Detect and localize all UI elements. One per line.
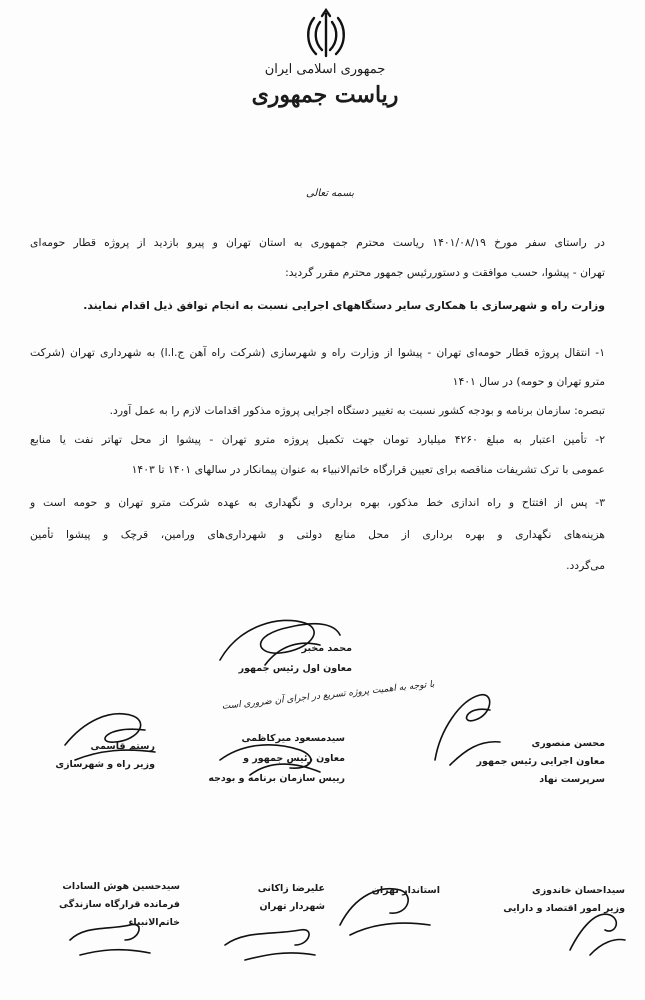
ostandar-name: استاندار تهران <box>371 885 440 896</box>
mirkazemi-title-2: رییس سازمان برنامه و بودجه <box>208 773 345 784</box>
hoshossadat-title-2: خاتم‌الانبیاء <box>128 917 180 928</box>
zakani-title: شهردار تهران <box>259 901 325 912</box>
mansouri-title-2: سرپرست نهاد <box>539 774 605 785</box>
mirkazemi-title-1: معاون رئیس جمهور و <box>243 753 345 764</box>
signature-ostandar <box>330 865 440 945</box>
body-line-4: ۱- انتقال پروژه قطار حومه‌ای تهران - پیشوا از وزارت راه و شهرسازی (شرکت راه آهن ج.ا.ا) به شهرداری تهران (شرکت <box>30 346 605 359</box>
body-line-3: وزارت راه و شهرسازی با همکاری سایر دستگاههای اجرایی نسبت به انجام توافق ذیل اقدام نمایند. <box>83 299 605 312</box>
body-line-10: هزینه‌های نگهداری و بهره برداری از محل منابع دولتی و شهرداری‌های ورامین، قرچک و پیشوا تأمین <box>30 528 605 541</box>
khandouzi-title: وزیر امور اقتصاد و دارایی <box>503 903 625 914</box>
body-line-7: ۲- تأمین اعتبار به مبلغ ۴۲۶۰ میلیارد تومان جهت تکمیل پروژه مترو تهران - پیشوا از محل تهاتر نفت یا منابع <box>30 433 606 446</box>
body-line-9: ۳- پس از افتتاح و راه اندازی خط مذکور، بهره برداری و نگهداری به عهده شرکت مترو تهران و حومه است و <box>30 496 605 509</box>
body-line-6: تبصره: سازمان برنامه و بودجه کشور نسبت به تغییر دستگاه اجرایی پروژه مذکور اقدامات لازم را به عمل آورد. <box>109 404 605 417</box>
hoshossadat-name: سیدحسین هوش السادات <box>62 881 180 892</box>
handwritten-note: با توجه به اهمیت پروژه تسریع در اجرای آن ضروری است <box>221 679 435 712</box>
body-line-11: می‌گردد. <box>566 559 605 572</box>
salutation: بسمه تعالی <box>305 188 355 199</box>
ghasemi-name: رستم قاسمی <box>90 741 155 752</box>
mirkazemi-name: سیدمسعود میرکاظمی <box>241 733 345 744</box>
body-line-8: عمومی با ترک تشریفات مناقصه برای تعیین قرارگاه خاتم‌الانبیاء به عنوان پیمانکار در سالهای ۱۴۰۱ تا ۱۴۰۳ <box>131 463 605 476</box>
first-vp-title: معاون اول رئیس جمهور <box>238 663 352 674</box>
country-name: جمهوری اسلامی ایران <box>264 62 386 77</box>
mansouri-title-1: معاون اجرایی رئیس جمهور <box>476 756 605 767</box>
khandouzi-name: سیداحسان خاندوزی <box>531 885 625 896</box>
body-line-1: در راستای سفر مورخ ۱۴۰۱/۰۸/۱۹ ریاست محترم جمهوری به استان تهران و پیرو بازدید از پروژه قطار حومه‌ای <box>30 236 605 249</box>
hoshossadat-title-1: فرمانده قرارگاه سازندگی <box>59 899 180 910</box>
ghasemi-title: وزیر راه و شهرسازی <box>55 759 155 770</box>
zakani-name: علیرضا زاکانی <box>257 883 325 894</box>
first-vp-name: محمد مخبر <box>301 643 352 654</box>
iran-emblem-icon <box>298 6 354 62</box>
body-line-2: تهران - پیشوا، حسب موافقت و دستوررئیس جمهور محترم مقرر گردید: <box>285 266 605 279</box>
body-line-5: مترو تهران و حومه) در سال ۱۴۰۱ <box>452 375 605 388</box>
office-title: ریاست جمهوری <box>251 82 399 108</box>
mansouri-name: محسن منصوری <box>531 738 605 749</box>
